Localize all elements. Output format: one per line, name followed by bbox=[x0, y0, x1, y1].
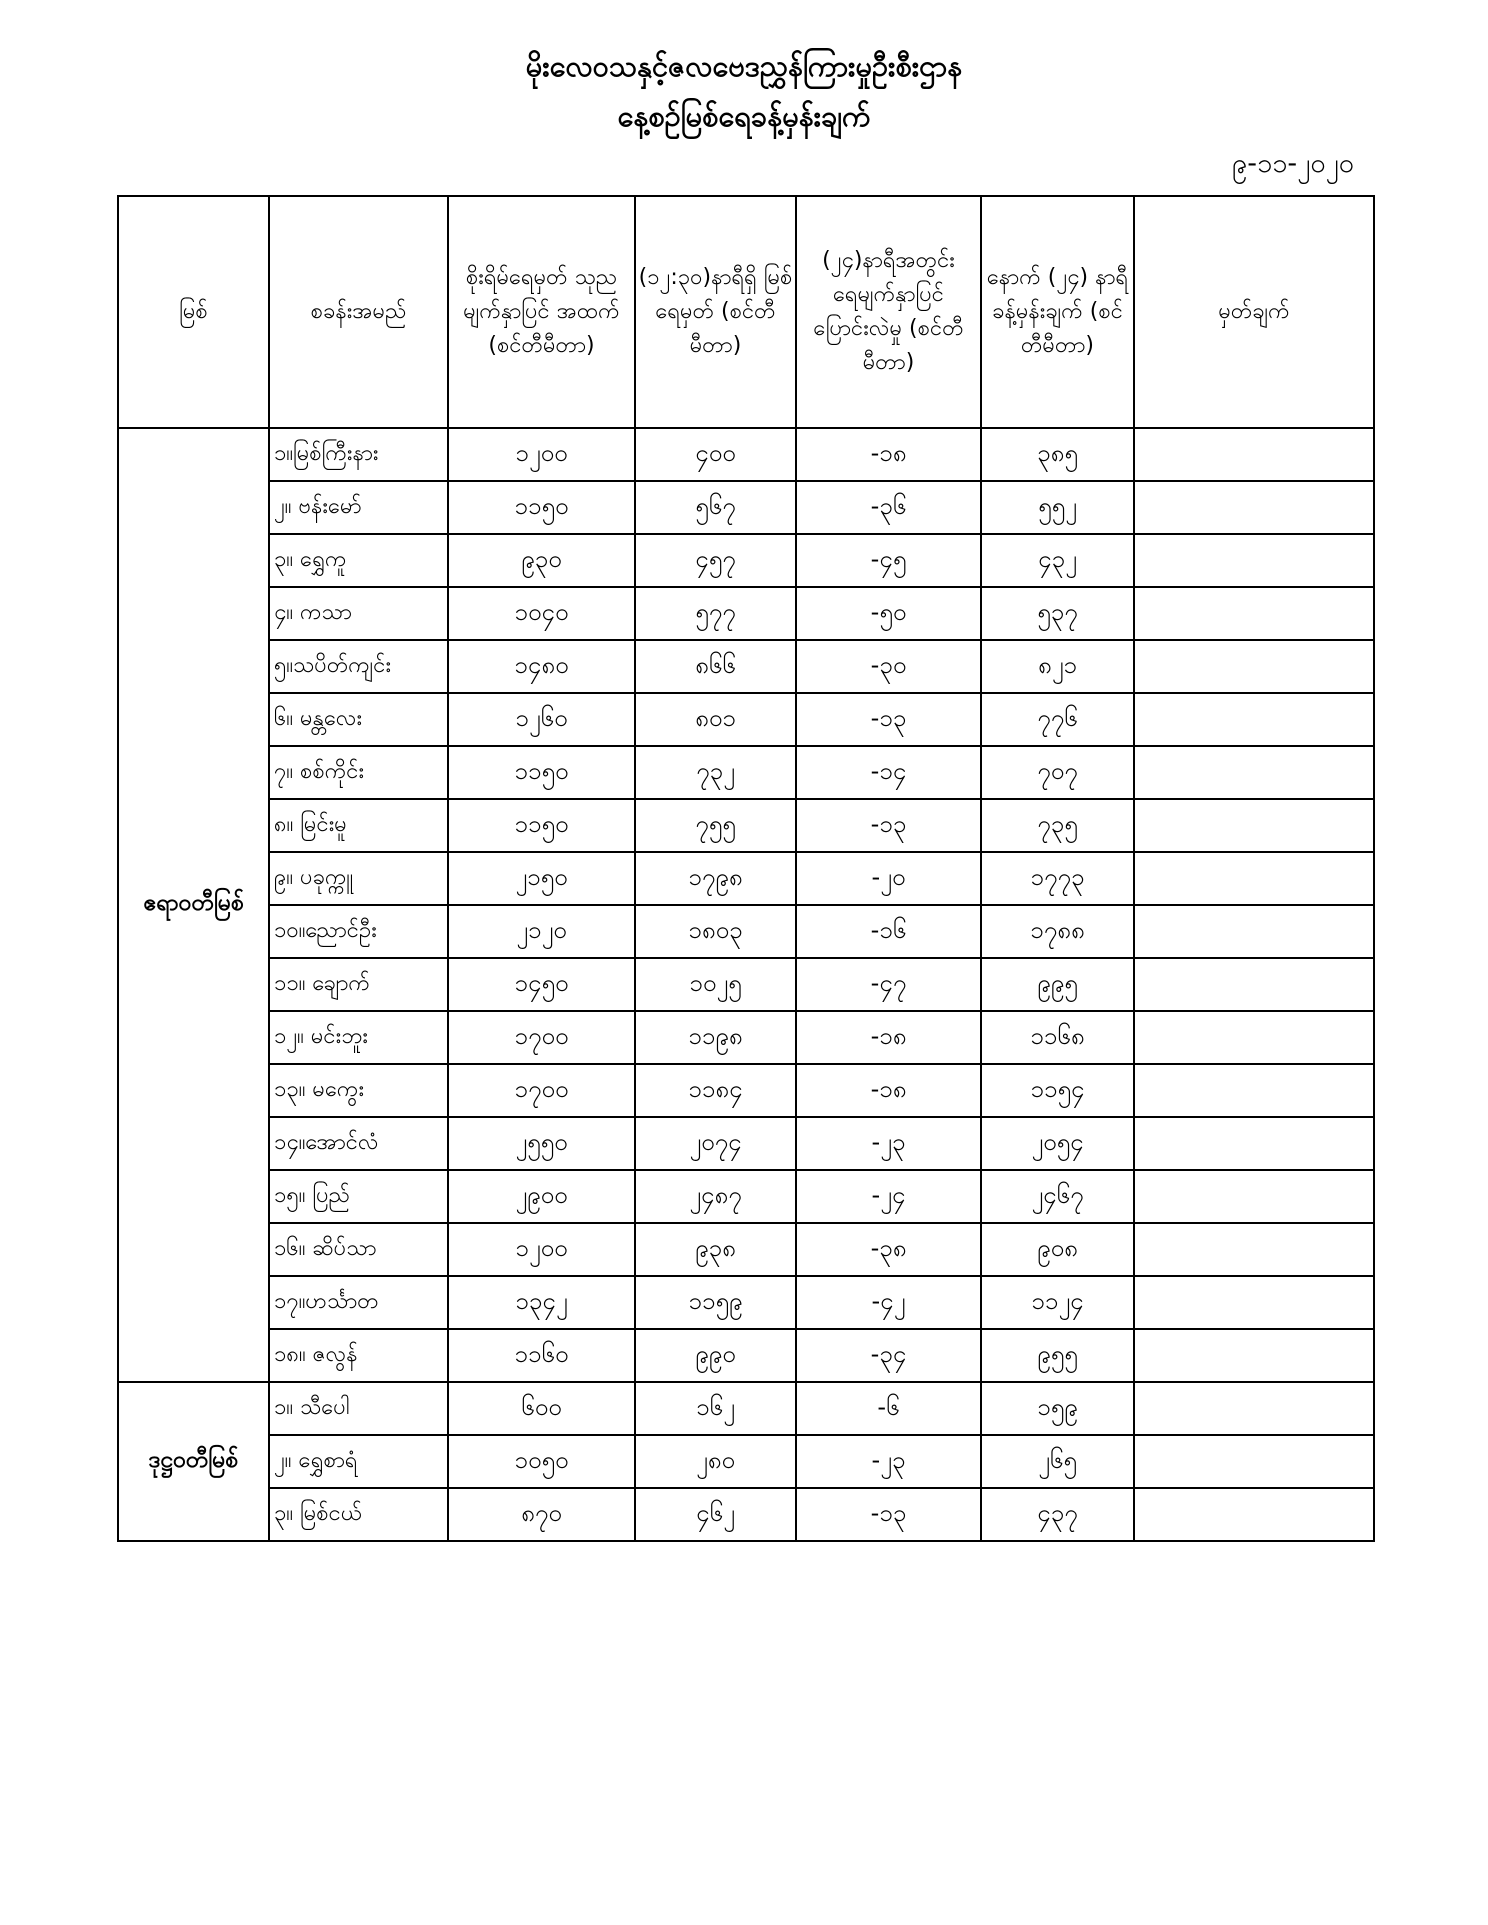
level-change-cell: -၁၈ bbox=[796, 428, 981, 481]
station-cell: ၁၁။ ချောက် bbox=[269, 958, 448, 1011]
table-row bbox=[118, 1329, 1374, 1382]
danger-level-cell: ၁၃၄၂ bbox=[448, 1276, 635, 1329]
remark-cell bbox=[1134, 640, 1374, 693]
river-name-cell: ဧရာဝတီမြစ် bbox=[118, 428, 269, 1382]
station-cell: ၁။ သီပေါ bbox=[269, 1382, 448, 1435]
forecast-cell: ၉၉၅ bbox=[981, 958, 1134, 1011]
danger-level-cell: ၁၄၅၀ bbox=[448, 958, 635, 1011]
water-level-cell: ၁၀၂၅ bbox=[635, 958, 796, 1011]
station-cell: ၁၄။အောင်လံ bbox=[269, 1117, 448, 1170]
danger-level-cell: ၁၂၀၀ bbox=[448, 428, 635, 481]
remark-cell bbox=[1134, 428, 1374, 481]
forecast-cell: ၄၃၂ bbox=[981, 534, 1134, 587]
table-row bbox=[118, 1382, 1374, 1435]
col-header-remarks: မှတ်ချက် bbox=[1134, 196, 1374, 428]
water-level-cell: ၄၀၀ bbox=[635, 428, 796, 481]
water-level-cell: ၂၈၀ bbox=[635, 1435, 796, 1488]
danger-level-cell: ၉၃၀ bbox=[448, 534, 635, 587]
water-level-cell: ၉၉၀ bbox=[635, 1329, 796, 1382]
water-level-cell: ၈၆၆ bbox=[635, 640, 796, 693]
level-change-cell: -၁၈ bbox=[796, 1011, 981, 1064]
level-change-cell: -၃၀ bbox=[796, 640, 981, 693]
danger-level-cell: ၁၁၆၀ bbox=[448, 1329, 635, 1382]
table-row bbox=[118, 905, 1374, 958]
danger-level-cell: ၁၀၄၀ bbox=[448, 587, 635, 640]
table-row bbox=[118, 534, 1374, 587]
level-change-cell: -၆ bbox=[796, 1382, 981, 1435]
level-change-cell: -၄၇ bbox=[796, 958, 981, 1011]
table-row bbox=[118, 1276, 1374, 1329]
water-level-cell: ၁၈၀၃ bbox=[635, 905, 796, 958]
forecast-cell: ၁၁၅၄ bbox=[981, 1064, 1134, 1117]
danger-level-cell: ၂၅၅၀ bbox=[448, 1117, 635, 1170]
forecast-cell: ၁၅၉ bbox=[981, 1382, 1134, 1435]
water-level-cell: ၁၆၂ bbox=[635, 1382, 796, 1435]
level-change-cell: -၂၃ bbox=[796, 1435, 981, 1488]
remark-cell bbox=[1134, 1170, 1374, 1223]
station-cell: ၁၅။ ပြည် bbox=[269, 1170, 448, 1223]
water-level-cell: ၇၃၂ bbox=[635, 746, 796, 799]
table-body bbox=[118, 428, 1374, 1541]
forecast-cell: ၄၃၇ bbox=[981, 1488, 1134, 1541]
danger-level-cell: ၁၇၀၀ bbox=[448, 1064, 635, 1117]
station-cell: ၁။မြစ်ကြီးနား bbox=[269, 428, 448, 481]
remark-cell bbox=[1134, 1223, 1374, 1276]
remark-cell bbox=[1134, 481, 1374, 534]
forecast-cell: ၂၆၅ bbox=[981, 1435, 1134, 1488]
table-row bbox=[118, 852, 1374, 905]
level-change-cell: -၂၃ bbox=[796, 1117, 981, 1170]
forecast-cell: ၅၅၂ bbox=[981, 481, 1134, 534]
station-cell: ၁၇။ဟင်္သာတ bbox=[269, 1276, 448, 1329]
danger-level-cell: ၂၁၅၀ bbox=[448, 852, 635, 905]
danger-level-cell: ၆၀၀ bbox=[448, 1382, 635, 1435]
table-row bbox=[118, 1488, 1374, 1541]
remark-cell bbox=[1134, 693, 1374, 746]
danger-level-cell: ၂၁၂၀ bbox=[448, 905, 635, 958]
level-change-cell: -၁၃ bbox=[796, 799, 981, 852]
remark-cell bbox=[1134, 1435, 1374, 1488]
col-header-forecast: နောက် (၂၄) နာရီ ခန့်မှန်းချက် (စင်တီမီတာ) bbox=[981, 196, 1134, 428]
forecast-cell: ၃၈၅ bbox=[981, 428, 1134, 481]
table-row bbox=[118, 746, 1374, 799]
level-change-cell: -၁၄ bbox=[796, 746, 981, 799]
danger-level-cell: ၂၉၀၀ bbox=[448, 1170, 635, 1223]
col-header-current-level: (၁၂:၃၀)နာရီရှိ မြစ်ရေမှတ် (စင်တီမီတာ) bbox=[635, 196, 796, 428]
water-level-cell: ၄၆၂ bbox=[635, 1488, 796, 1541]
station-cell: ၁၈။ ဇလွန် bbox=[269, 1329, 448, 1382]
col-header-danger-level: စိုးရိမ်ရေမှတ် သုညမျက်နှာပြင် အထက် (စင်တီမီတာ) bbox=[448, 196, 635, 428]
remark-cell bbox=[1134, 958, 1374, 1011]
table-row bbox=[118, 1064, 1374, 1117]
forecast-cell: ၇၀၇ bbox=[981, 746, 1134, 799]
table-row bbox=[118, 693, 1374, 746]
level-change-cell: -၃၈ bbox=[796, 1223, 981, 1276]
water-level-cell: ၅၇၇ bbox=[635, 587, 796, 640]
table-row bbox=[118, 587, 1374, 640]
river-forecast-table bbox=[117, 195, 1375, 1542]
table-row bbox=[118, 1170, 1374, 1223]
station-cell: ၃။ ရွှေကူ bbox=[269, 534, 448, 587]
river-name-cell: ဒုဋ္ဌဝတီမြစ် bbox=[118, 1382, 269, 1541]
danger-level-cell: ၈၇၀ bbox=[448, 1488, 635, 1541]
forecast-cell: ၇၇၆ bbox=[981, 693, 1134, 746]
remark-cell bbox=[1134, 587, 1374, 640]
remark-cell bbox=[1134, 852, 1374, 905]
remark-cell bbox=[1134, 1064, 1374, 1117]
table-header bbox=[118, 196, 1374, 428]
remark-cell bbox=[1134, 799, 1374, 852]
forecast-cell: ၁၇၇၃ bbox=[981, 852, 1134, 905]
header-row bbox=[118, 196, 1374, 428]
forecast-cell: ၅၃၇ bbox=[981, 587, 1134, 640]
danger-level-cell: ၁၁၅၀ bbox=[448, 481, 635, 534]
station-cell: ၁၂။ မင်းဘူး bbox=[269, 1011, 448, 1064]
document-title: မိုးလေဝသနှင့်ဇလဗေဒညွှန်ကြားမှုဦးစီးဌာန bbox=[525, 49, 963, 83]
table-row bbox=[118, 1223, 1374, 1276]
water-level-cell: ၂၄၈၇ bbox=[635, 1170, 796, 1223]
level-change-cell: -၁၃ bbox=[796, 1488, 981, 1541]
level-change-cell: -၂၀ bbox=[796, 852, 981, 905]
table-row bbox=[118, 481, 1374, 534]
danger-level-cell: ၁၂၀၀ bbox=[448, 1223, 635, 1276]
forecast-cell: ၇၃၅ bbox=[981, 799, 1134, 852]
table-row bbox=[118, 428, 1374, 481]
level-change-cell: -၃၄ bbox=[796, 1329, 981, 1382]
remark-cell bbox=[1134, 1488, 1374, 1541]
document-subtitle: နေ့စဉ်မြစ်ရေခန့်မှန်းချက် bbox=[617, 99, 871, 133]
station-cell: ၂။ ဗန်းမော် bbox=[269, 481, 448, 534]
water-level-cell: ၁၇၉၈ bbox=[635, 852, 796, 905]
water-level-cell: ၁၁၉၈ bbox=[635, 1011, 796, 1064]
station-cell: ၇။ စစ်ကိုင်း bbox=[269, 746, 448, 799]
water-level-cell: ၁၁၈၄ bbox=[635, 1064, 796, 1117]
remark-cell bbox=[1134, 1117, 1374, 1170]
water-level-cell: ၉၃၈ bbox=[635, 1223, 796, 1276]
water-level-cell: ၄၅၇ bbox=[635, 534, 796, 587]
table-row bbox=[118, 640, 1374, 693]
forecast-cell: ၁၁၆၈ bbox=[981, 1011, 1134, 1064]
table-row bbox=[118, 1117, 1374, 1170]
station-cell: ၈။ မြင်းမူ bbox=[269, 799, 448, 852]
remark-cell bbox=[1134, 1011, 1374, 1064]
col-header-river: မြစ် bbox=[118, 196, 269, 428]
remark-cell bbox=[1134, 534, 1374, 587]
station-cell: ၆။ မန္တလေး bbox=[269, 693, 448, 746]
report-date: ၉-၁၁-၂၀၂၀ bbox=[1232, 148, 1354, 179]
danger-level-cell: ၁၀၅၀ bbox=[448, 1435, 635, 1488]
forecast-cell: ၉၅၅ bbox=[981, 1329, 1134, 1382]
level-change-cell: -၅၀ bbox=[796, 587, 981, 640]
danger-level-cell: ၁၄၈၀ bbox=[448, 640, 635, 693]
forecast-cell: ၉၀၈ bbox=[981, 1223, 1134, 1276]
level-change-cell: -၄၅ bbox=[796, 534, 981, 587]
forecast-cell: ၂၄၆၇ bbox=[981, 1170, 1134, 1223]
level-change-cell: -၄၂ bbox=[796, 1276, 981, 1329]
col-header-24h-change: (၂၄)နာရီအတွင်း ရေမျက်နှာပြင် ပြောင်းလဲမှု (စင်တီမီတာ) bbox=[796, 196, 981, 428]
level-change-cell: -၃၆ bbox=[796, 481, 981, 534]
remark-cell bbox=[1134, 1329, 1374, 1382]
danger-level-cell: ၁၁၅၀ bbox=[448, 746, 635, 799]
water-level-cell: ၅၆၇ bbox=[635, 481, 796, 534]
table-row bbox=[118, 799, 1374, 852]
water-level-cell: ၈၀၁ bbox=[635, 693, 796, 746]
station-cell: ၁၀။ညောင်ဦး bbox=[269, 905, 448, 958]
water-level-cell: ၁၁၅၉ bbox=[635, 1276, 796, 1329]
level-change-cell: -၁၃ bbox=[796, 693, 981, 746]
station-cell: ၉။ ပခုက္ကူ bbox=[269, 852, 448, 905]
water-level-cell: ၂၀၇၄ bbox=[635, 1117, 796, 1170]
station-cell: ၂။ ရွှေစာရံ bbox=[269, 1435, 448, 1488]
station-cell: ၄။ ကသာ bbox=[269, 587, 448, 640]
forecast-cell: ၂၀၅၄ bbox=[981, 1117, 1134, 1170]
forecast-cell: ၁၇၈၈ bbox=[981, 905, 1134, 958]
danger-level-cell: ၁၁၅၀ bbox=[448, 799, 635, 852]
level-change-cell: -၂၄ bbox=[796, 1170, 981, 1223]
col-header-station: စခန်းအမည် bbox=[269, 196, 448, 428]
table-row bbox=[118, 1011, 1374, 1064]
remark-cell bbox=[1134, 1276, 1374, 1329]
station-cell: ၃။ မြစ်ငယ် bbox=[269, 1488, 448, 1541]
table-row bbox=[118, 958, 1374, 1011]
water-level-cell: ၇၅၅ bbox=[635, 799, 796, 852]
level-change-cell: -၁၆ bbox=[796, 905, 981, 958]
station-cell: ၅။သပိတ်ကျင်း bbox=[269, 640, 448, 693]
forecast-cell: ၁၁၂၄ bbox=[981, 1276, 1134, 1329]
forecast-cell: ၈၂၁ bbox=[981, 640, 1134, 693]
table-row bbox=[118, 1435, 1374, 1488]
level-change-cell: -၁၈ bbox=[796, 1064, 981, 1117]
danger-level-cell: ၁၇၀၀ bbox=[448, 1011, 635, 1064]
danger-level-cell: ၁၂၆၀ bbox=[448, 693, 635, 746]
remark-cell bbox=[1134, 746, 1374, 799]
remark-cell bbox=[1134, 1382, 1374, 1435]
station-cell: ၁၃။ မကွေး bbox=[269, 1064, 448, 1117]
remark-cell bbox=[1134, 905, 1374, 958]
station-cell: ၁၆။ ဆိပ်သာ bbox=[269, 1223, 448, 1276]
